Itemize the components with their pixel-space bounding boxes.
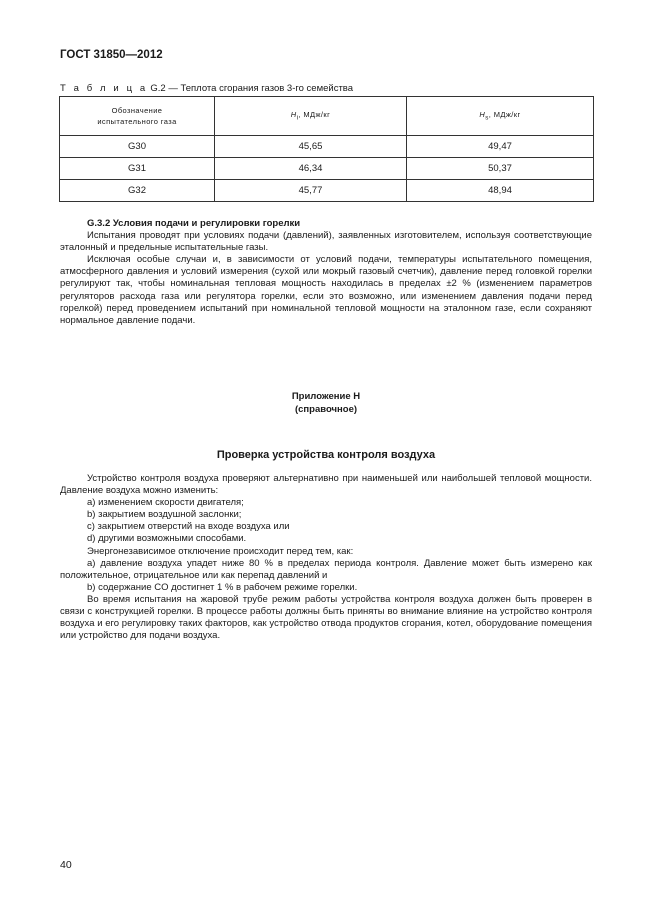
header-gas-line2: испытательного газа [97,117,177,126]
cell-hs: 49,47 [407,136,594,158]
table-caption-label: Т а б л и ц а [60,83,148,94]
shutdown-paragraph: Энергонезависимое отключение происходит перед тем, как: [87,545,354,557]
table-row [60,136,594,158]
section-g32-paragraph-1: Испытания проводят при условиях подачи (давлений), заявленных изготовителем, используя соответствующие эталонный и предельные испытательные газы. [60,230,592,254]
appendix-intro-paragraph: Устройство контроля воздуха проверяют альтернативно при наименьшей или наибольшей тепловой мощности. Давление воздуха можно изменить: [60,473,592,497]
list-item: d) другими возможными способами. [87,533,247,545]
list-item: b) закрытием воздушной заслонки; [87,509,242,521]
cell-hi: 46,34 [215,158,407,180]
header-hi [215,97,407,136]
header-hs-symbol: H [479,109,486,119]
section-g32-heading: G.3.2 Условия подачи и регулировки горелки [87,218,301,229]
appendix-body [60,473,592,642]
cell-hi: 45,77 [215,180,407,202]
table-row [60,158,594,180]
header-hi-sub: i [296,114,299,122]
appendix-title: Проверка устройства контроля воздуха [216,449,436,461]
page-number: 40 [60,859,72,871]
table-header-row [60,97,594,136]
cell-hs: 48,94 [407,180,594,202]
final-paragraph: Во время испытания на жаровой трубе режим работы устройства контроля воздуха должен быть проверен в связи с конструкцией горелки. В процессе работы должны быть приняты во внимание влияние на устройство контроля воздуха и его регулировку таких факторов, как устройство отвода продуктов сгорания, котел, оборудование помещения или устройство для подачи воздуха. [60,593,592,642]
header-hs-unit: , МДж/кг [488,109,521,119]
cell-gas: G32 [60,180,215,202]
table-caption [60,83,353,94]
list-item: a) изменением скорости двигателя; [87,497,244,509]
section-g32-paragraph-2: Исключая особые случаи и, в зависимости от условий подачи, температуры испытательного помещения, атмосферного давления и условий измерения (сухой или мокрый газовый счетчик), давление перед головкой горелки регулируют так, чтобы номинальная тепловая мощность находилась в пределах ±2 % (изменением параметров регуляторов расхода газа или регулятора горелки, если это возможно, или изменением давления подачи перед горелкой) перед проведением испытаний при номинальной тепловой мощности на эталонном газе, если сохраняют нормальное давление подачи. [60,254,592,326]
header-hs [407,97,594,136]
gas-heat-table [59,96,594,202]
shutdown-item-b: b) содержание CO достигнет 1 % в рабочем режиме горелки. [87,581,358,593]
section-g32 [60,218,592,327]
cell-hs: 50,37 [407,158,594,180]
appendix-heading [60,391,592,416]
appendix-kind: (справочное) [294,403,358,415]
table-row [60,180,594,202]
header-gas-designation [60,97,215,136]
cell-hi: 45,65 [215,136,407,158]
header-hi-symbol: H [290,109,297,119]
cell-gas: G30 [60,136,215,158]
shutdown-item-a: а) давление воздуха упадет ниже 80 % в пределах периода контроля. Давление может быть измерено как положительное, отрицательное или как перепад давлений и [60,557,592,581]
header-gas-line1: Обозначение [111,106,163,115]
table-caption-text: G.2 — Теплота сгорания газов 3-го семейства [150,83,354,94]
list-item: c) закрытием отверстий на входе воздуха или [87,521,290,533]
header-hs-sub: s [485,114,489,122]
document-code: ГОСТ 31850—2012 [60,49,163,61]
appendix-label: Приложение Н [291,391,361,402]
header-hi-unit: , МДж/кг [298,109,331,119]
cell-gas: G31 [60,158,215,180]
